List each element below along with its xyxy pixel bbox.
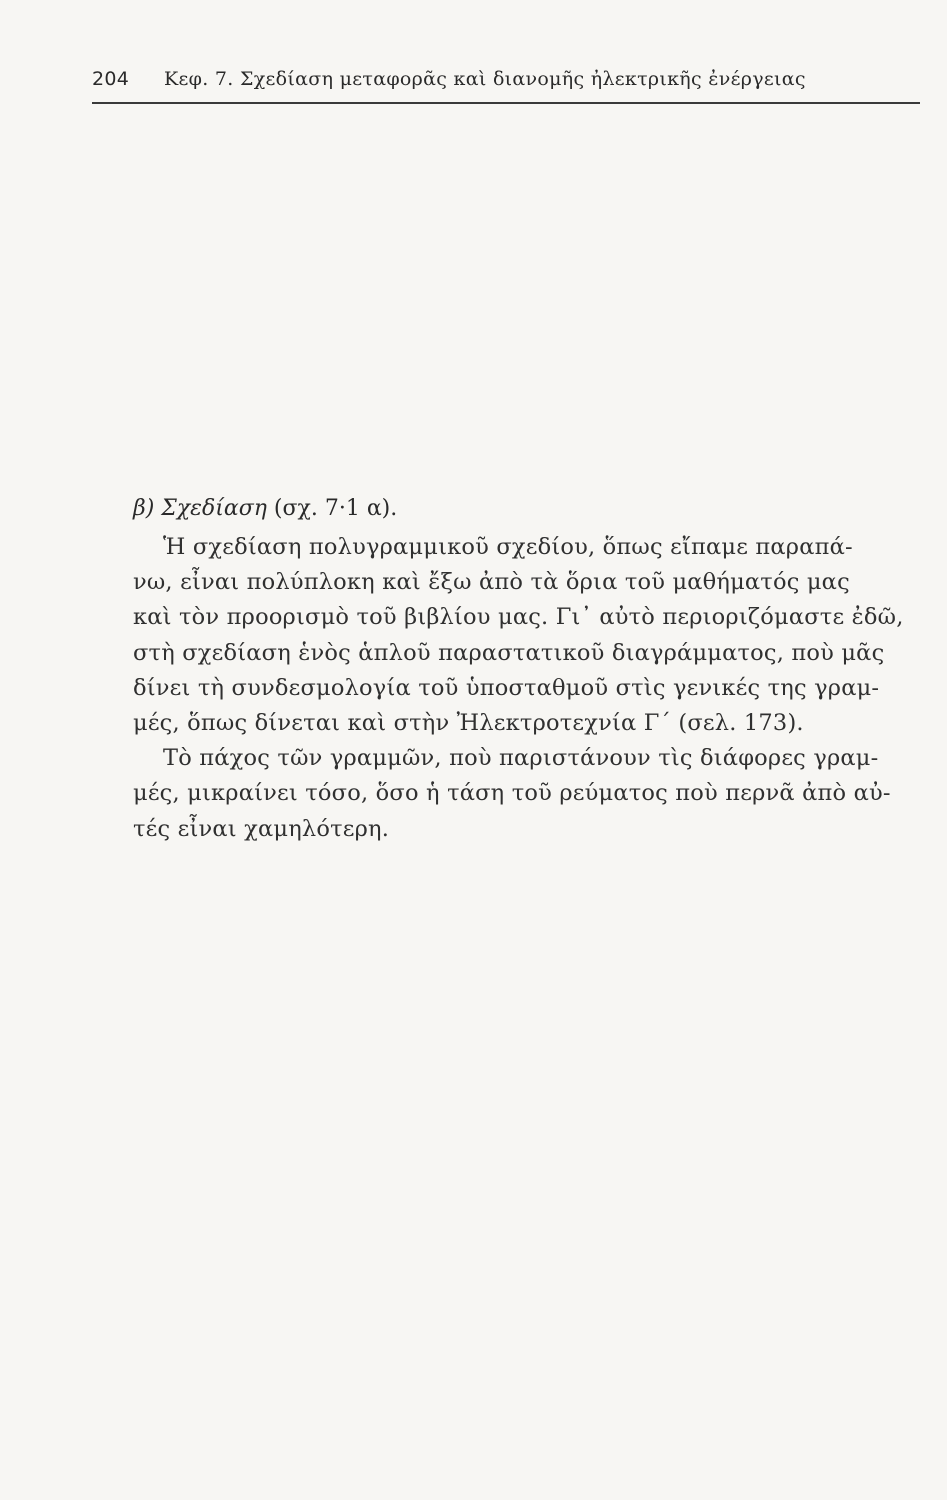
body-text	[133, 492, 904, 847]
paragraph-1	[133, 530, 904, 741]
header-rule	[92, 102, 920, 104]
section-heading-figure-ref: (σχ. 7·1 α).	[273, 496, 398, 521]
paragraph-line: μές, μικραίνει τόσο, ὅσο ἡ τάση τοῦ ρεύματος ποὺ περνᾶ ἀπὸ αὐ-	[133, 780, 891, 807]
paragraph-line: Τὸ πάχος τῶν γραμμῶν, ποὺ παριστάνουν τὶς διάφορες γραμ-	[163, 745, 879, 772]
paragraph-line: μές, ὅπως δίνεται καὶ στὴν Ἠλεκτροτεχνία Γ´ (σελ. 173).	[133, 710, 804, 737]
section-heading-label: β) Σχεδίαση	[133, 496, 267, 521]
paragraph-line: νω, εἶναι πολύπλοκη καὶ ἔξω ἀπὸ τὰ ὅρια τοῦ μαθήματός μας	[133, 569, 850, 596]
paragraph-2	[133, 741, 891, 847]
running-title: Κεφ. 7. Σχεδίαση μεταφορᾶς καὶ διανομῆς ἠλεκτρικῆς ἐνέργειας	[164, 68, 806, 90]
paragraph-line: Ἡ σχεδίαση πολυγραμμικοῦ σχεδίου, ὅπως εἴπαμε παραπά-	[163, 534, 853, 560]
section-heading	[133, 492, 828, 526]
page-number: 204	[92, 68, 130, 90]
running-header	[92, 68, 920, 90]
paragraph-line: δίνει τὴ συνδεσμολογία τοῦ ὑποσταθμοῦ στὶς γενικές της γραμ-	[133, 674, 880, 701]
paragraph-line: στὴ σχεδίαση ἑνὸς ἁπλοῦ παραστατικοῦ διαγράμματος, ποὺ μᾶς	[133, 639, 885, 666]
paragraph-line: τές εἶναι χαμηλότερη.	[133, 815, 390, 842]
paragraph-line: καὶ τὸν προορισμὸ τοῦ βιβλίου μας. Γι᾽ αὐτὸ περιοριζόμαστε ἐδῶ,	[133, 604, 904, 631]
